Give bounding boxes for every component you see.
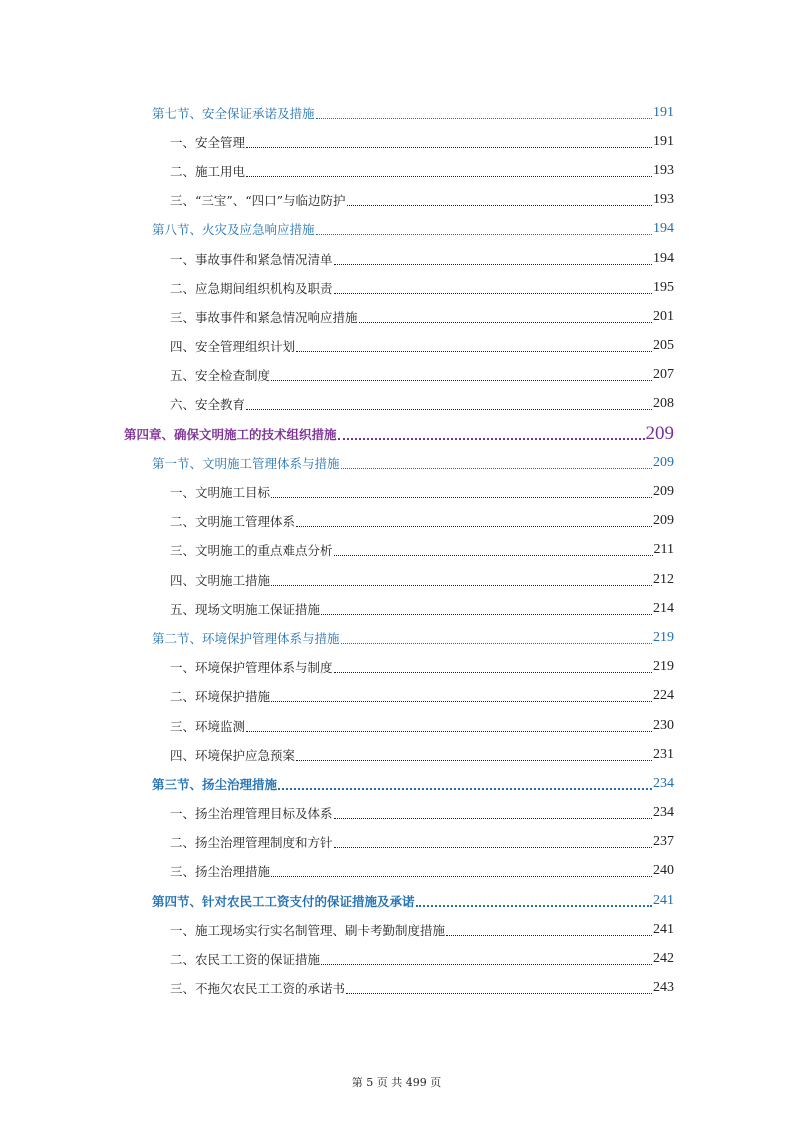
- toc-dot-leader: [296, 525, 652, 527]
- toc-entry-page-number: 212: [653, 571, 674, 587]
- footer-prefix: 第: [351, 1076, 363, 1089]
- toc-entry-page-number: 234: [653, 805, 674, 821]
- toc-entry-title: 一、安全管理: [170, 134, 246, 150]
- toc-entry-title: 四、安全管理组织计划: [170, 339, 296, 355]
- table-of-contents: [0, 98, 793, 1003]
- footer-current-page: 5: [366, 1076, 374, 1089]
- toc-item-entry[interactable]: [0, 390, 793, 419]
- toc-dot-leader: [346, 992, 652, 994]
- toc-dot-leader: [321, 963, 652, 965]
- toc-entry-page-number: 242: [653, 951, 674, 967]
- toc-dot-leader: [334, 554, 653, 556]
- toc-entry-page-number: 241: [653, 921, 674, 937]
- toc-dot-leader: [446, 934, 652, 936]
- toc-item-entry[interactable]: [0, 594, 793, 623]
- toc-entry-page-number: 211: [653, 542, 674, 558]
- toc-dot-leader: [334, 846, 652, 848]
- toc-dot-leader: [347, 204, 652, 206]
- toc-item-entry[interactable]: [0, 740, 793, 769]
- toc-entry-page-number: 214: [653, 600, 674, 616]
- toc-entry-title: 第一节、文明施工管理体系与措施: [152, 455, 340, 471]
- toc-entry-page-number: 219: [653, 659, 674, 675]
- toc-entry-page-number: 193: [653, 162, 674, 178]
- toc-entry-title: 五、安全检查制度: [170, 368, 271, 384]
- toc-entry-title: 三、环境监测: [170, 718, 246, 734]
- toc-entry-page-number: 209: [645, 422, 674, 444]
- toc-section-entry[interactable]: [0, 98, 793, 127]
- toc-dot-leader: [341, 642, 652, 644]
- toc-dot-leader: [316, 233, 652, 235]
- toc-entry-page-number: 209: [653, 484, 674, 500]
- toc-entry-page-number: 230: [653, 717, 674, 733]
- toc-dot-leader: [334, 817, 652, 819]
- toc-entry-title: 三、扬尘治理措施: [170, 864, 271, 880]
- toc-item-entry[interactable]: [0, 857, 793, 886]
- toc-dot-leader: [316, 117, 652, 119]
- toc-item-entry[interactable]: [0, 915, 793, 944]
- toc-section-entry[interactable]: [0, 448, 793, 477]
- toc-item-entry[interactable]: [0, 507, 793, 536]
- footer-middle: 页 共: [376, 1076, 403, 1089]
- toc-dot-leader: [271, 379, 652, 381]
- toc-dot-leader: [359, 321, 652, 323]
- toc-dot-leader: [246, 146, 652, 148]
- toc-item-entry[interactable]: [0, 332, 793, 361]
- toc-section-entry[interactable]: [0, 623, 793, 652]
- page-footer: [0, 1074, 793, 1090]
- toc-dot-leader: [334, 263, 652, 265]
- toc-item-entry[interactable]: [0, 302, 793, 331]
- footer-total-pages: 499: [405, 1076, 427, 1089]
- toc-dot-leader: [334, 292, 652, 294]
- toc-dot-leader: [341, 467, 652, 469]
- toc-dot-leader: [321, 613, 652, 615]
- toc-item-entry[interactable]: [0, 536, 793, 565]
- toc-item-entry[interactable]: [0, 186, 793, 215]
- toc-entry-title: 二、施工用电: [170, 163, 246, 179]
- toc-item-entry[interactable]: [0, 477, 793, 506]
- toc-section-entry[interactable]: [0, 886, 793, 915]
- toc-entry-title: 三、事故事件和紧急情况响应措施: [170, 309, 358, 325]
- toc-entry-title: 三、不拖欠农民工工资的承诺书: [170, 981, 346, 997]
- toc-item-entry[interactable]: [0, 828, 793, 857]
- toc-item-entry[interactable]: [0, 156, 793, 185]
- toc-dot-leader: [246, 408, 652, 410]
- toc-entry-page-number: 209: [653, 454, 674, 470]
- toc-item-entry[interactable]: [0, 711, 793, 740]
- toc-entry-page-number: 240: [653, 863, 674, 879]
- toc-entry-title: 一、施工现场实行实名制管理、刷卡考勤制度措施: [170, 922, 446, 938]
- toc-entry-title: 一、文明施工目标: [170, 485, 271, 501]
- toc-entry-title: 二、应急期间组织机构及职责: [170, 280, 333, 296]
- footer-suffix: 页: [430, 1076, 442, 1089]
- toc-entry-page-number: 191: [653, 133, 674, 149]
- toc-entry-page-number: 201: [653, 308, 674, 324]
- toc-entry-title: 三、“三宝”、“四口”与临边防护: [170, 193, 346, 209]
- toc-entry-page-number: 237: [653, 834, 674, 850]
- toc-item-entry[interactable]: [0, 361, 793, 390]
- toc-entry-title: 一、事故事件和紧急情况清单: [170, 251, 333, 267]
- toc-entry-title: 第四节、针对农民工工资支付的保证措施及承诺: [152, 893, 415, 909]
- toc-item-entry[interactable]: [0, 799, 793, 828]
- toc-dot-leader: [296, 350, 652, 352]
- toc-chapter-entry[interactable]: [0, 419, 793, 448]
- toc-entry-page-number: 194: [653, 221, 674, 237]
- toc-entry-title: 第二节、环境保护管理体系与措施: [152, 630, 340, 646]
- toc-entry-page-number: 224: [653, 688, 674, 704]
- toc-entry-title: 四、环境保护应急预案: [170, 747, 296, 763]
- toc-entry-title: 第七节、安全保证承诺及措施: [152, 105, 315, 121]
- toc-entry-title: 二、环境保护措施: [170, 689, 271, 705]
- toc-dot-leader: [334, 671, 652, 673]
- toc-entry-page-number: 195: [653, 279, 674, 295]
- toc-dot-leader: [246, 175, 652, 177]
- toc-entry-title: 六、安全教育: [170, 397, 246, 413]
- toc-entry-title: 第三节、扬尘治理措施: [152, 776, 278, 792]
- toc-dot-leader: [271, 496, 652, 498]
- toc-dot-leader: [271, 584, 652, 586]
- toc-entry-title: 二、扬尘治理管理制度和方针: [170, 835, 333, 851]
- toc-entry-page-number: 234: [653, 775, 674, 791]
- toc-dot-leader: [246, 730, 652, 732]
- toc-entry-page-number: 207: [653, 367, 674, 383]
- toc-dot-leader: [271, 700, 652, 702]
- toc-entry-page-number: 205: [653, 338, 674, 354]
- toc-dot-leader: [296, 759, 652, 761]
- toc-dot-leader: [416, 904, 652, 907]
- toc-item-entry[interactable]: [0, 944, 793, 973]
- toc-entry-page-number: 193: [653, 192, 674, 208]
- toc-entry-page-number: 191: [653, 104, 674, 120]
- toc-item-entry[interactable]: [0, 653, 793, 682]
- toc-entry-title: 一、扬尘治理管理目标及体系: [170, 806, 333, 822]
- toc-dot-leader: [338, 437, 645, 440]
- toc-entry-title: 第四章、确保文明施工的技术组织措施: [124, 426, 337, 442]
- toc-entry-title: 二、农民工工资的保证措施: [170, 952, 321, 968]
- toc-entry-page-number: 209: [653, 513, 674, 529]
- toc-dot-leader: [271, 875, 652, 877]
- toc-dot-leader: [278, 787, 652, 790]
- toc-entry-page-number: 194: [653, 250, 674, 266]
- toc-entry-title: 二、文明施工管理体系: [170, 514, 296, 530]
- toc-section-entry[interactable]: [0, 215, 793, 244]
- toc-entry-title: 第八节、火灾及应急响应措施: [152, 222, 315, 238]
- toc-entry-title: 一、环境保护管理体系与制度: [170, 660, 333, 676]
- toc-item-entry[interactable]: [0, 127, 793, 156]
- toc-entry-page-number: 219: [653, 629, 674, 645]
- toc-section-entry[interactable]: [0, 769, 793, 798]
- toc-item-entry[interactable]: [0, 244, 793, 273]
- toc-entry-title: 三、文明施工的重点难点分析: [170, 543, 333, 559]
- toc-entry-title: 五、现场文明施工保证措施: [170, 601, 321, 617]
- toc-entry-page-number: 231: [653, 746, 674, 762]
- toc-item-entry[interactable]: [0, 273, 793, 302]
- toc-entry-page-number: 241: [653, 892, 674, 908]
- toc-item-entry[interactable]: [0, 565, 793, 594]
- toc-item-entry[interactable]: [0, 974, 793, 1003]
- toc-entry-page-number: 243: [653, 980, 674, 996]
- toc-entry-title: 四、文明施工措施: [170, 572, 271, 588]
- toc-entry-page-number: 208: [653, 396, 674, 412]
- toc-item-entry[interactable]: [0, 682, 793, 711]
